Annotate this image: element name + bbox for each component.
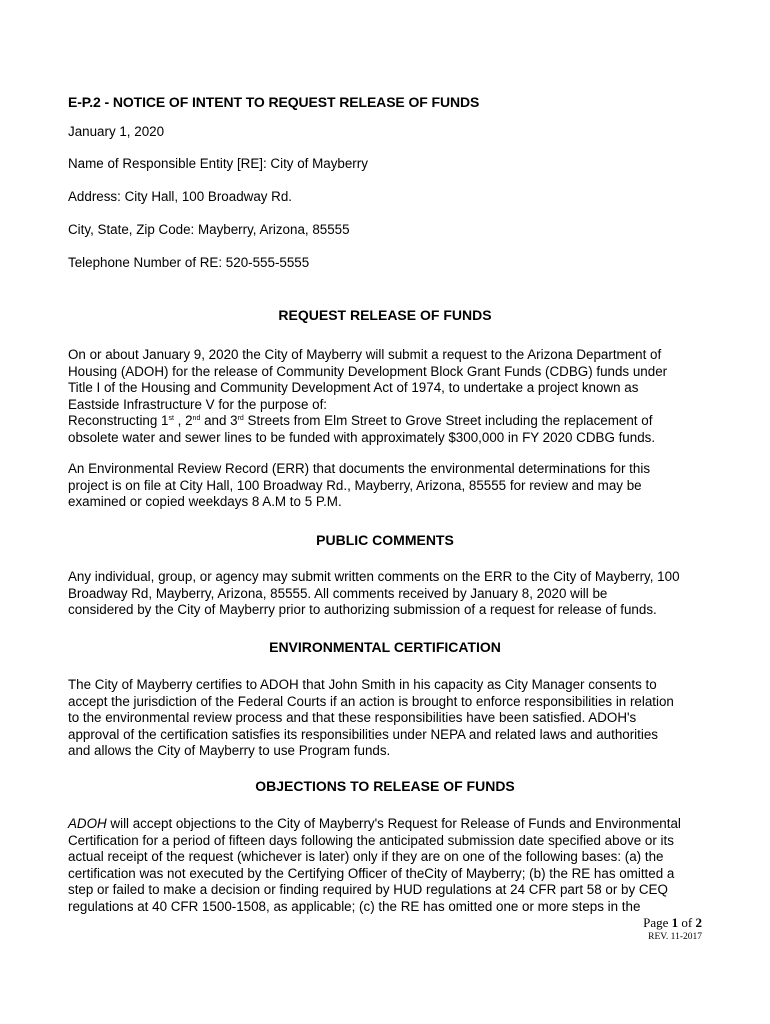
paragraph-line: ADOH will accept objections to the City of Mayberry's Request for Release of Funds and Environmental	[68, 816, 681, 831]
city-state-zip: City, State, Zip Code: Mayberry, Arizona, 85555	[68, 222, 350, 237]
paragraph-line: Eastside Infrastructure V for the purpose of:	[68, 396, 328, 412]
ordinal-suffix: nd	[192, 415, 201, 422]
paragraph-line: approval of the certification satisfies its responsibilities under NEPA and related laws and authorities	[68, 726, 658, 742]
paragraph-line: considered by the City of Mayberry prior to authorizing submission of a request for release of funds.	[68, 602, 657, 617]
document-title: E-P.2 - NOTICE OF INTENT TO REQUEST RELEASE OF FUNDS	[68, 94, 480, 110]
paragraph-line: regulations at 40 CFR 1500-1508, as applicable; (c) the RE has omitted one or more steps in the	[68, 898, 641, 914]
request-paragraph-1	[68, 347, 708, 446]
paragraph-line: to the environmental review process and that these responsibilities have been satisfied. ADOH's	[68, 710, 637, 725]
section-heading-request: REQUEST RELEASE OF FUNDS	[278, 307, 492, 323]
paragraph-line: actual receipt of the request (whichever is later) only if they are on one of the following bases: (a) the	[68, 849, 664, 864]
notice-date: January 1, 2020	[68, 124, 165, 139]
paragraph-line: On or about January 9, 2020 the City of Mayberry will submit a request to the Arizona Department of	[68, 347, 662, 362]
responsible-entity: Name of Responsible Entity [RE]: City of Mayberry	[68, 156, 368, 171]
paragraph-line: and allows the City of Mayberry to use Program funds.	[68, 743, 391, 758]
paragraph-line: Reconstructing 1st , 2nd and 3rd Streets from Elm Street to Grove Street including the replacement of	[68, 413, 653, 428]
section-heading-environmental-certification: ENVIRONMENTAL CERTIFICATION	[269, 639, 501, 655]
page-number: Page 1 of 2	[643, 915, 702, 930]
objections-paragraph	[68, 816, 708, 915]
ordinal-suffix: rd	[237, 415, 244, 422]
section-heading-public-comments: PUBLIC COMMENTS	[316, 532, 454, 548]
paragraph-line: obsolete water and sewer lines to be funded with approximately $300,000 in FY 2020 CDBG funds.	[68, 429, 656, 445]
telephone: Telephone Number of RE: 520-555-5555	[68, 255, 310, 270]
request-paragraph-2	[68, 461, 708, 511]
environmental-certification-paragraph	[68, 677, 708, 760]
revision-label: REV. 11-2017	[648, 932, 702, 942]
paragraph-line: examined or copied weekdays 8 A.M to 5 P.M.	[68, 494, 342, 509]
paragraph-line: accept the jurisdiction of the Federal Courts if an action is brought to enforce responsibilities in relation	[68, 693, 674, 709]
paragraph-line: Title I of the Housing and Community Development Act of 1974, to undertake a project known as	[68, 380, 639, 395]
paragraph-line: The City of Mayberry certifies to ADOH that John Smith in his capacity as City Manager consents to	[68, 677, 657, 692]
agency-name-italic: ADOH	[68, 816, 107, 831]
paragraph-line: project is on file at City Hall, 100 Broadway Rd., Mayberry, Arizona, 85555 for review and may be	[68, 477, 642, 493]
ordinal-suffix: st	[168, 415, 174, 422]
public-comments-paragraph	[68, 569, 708, 619]
paragraph-line: Certification for a period of fifteen days following the anticipated submission date specified above or its	[68, 832, 674, 848]
paragraph-line: An Environmental Review Record (ERR) that documents the environmental determinations for this	[68, 461, 651, 476]
paragraph-line: Any individual, group, or agency may submit written comments on the ERR to the City of Mayberry, 100	[68, 569, 680, 584]
section-heading-objections: OBJECTIONS TO RELEASE OF FUNDS	[255, 778, 515, 794]
paragraph-line: step or failed to make a decision or finding required by HUD regulations at 24 CFR part 58 or by CEQ	[68, 882, 668, 897]
paragraph-line: Broadway Rd, Mayberry, Arizona, 85555. All comments received by January 8, 2020 will be	[68, 585, 608, 601]
address: Address: City Hall, 100 Broadway Rd.	[68, 189, 293, 204]
paragraph-line: certification was not executed by the Certifying Officer of theCity of Mayberry; (b) the RE has omitted a	[68, 865, 675, 881]
paragraph-line: Housing (ADOH) for the release of Community Development Block Grant Funds (CDBG) funds under	[68, 363, 668, 379]
